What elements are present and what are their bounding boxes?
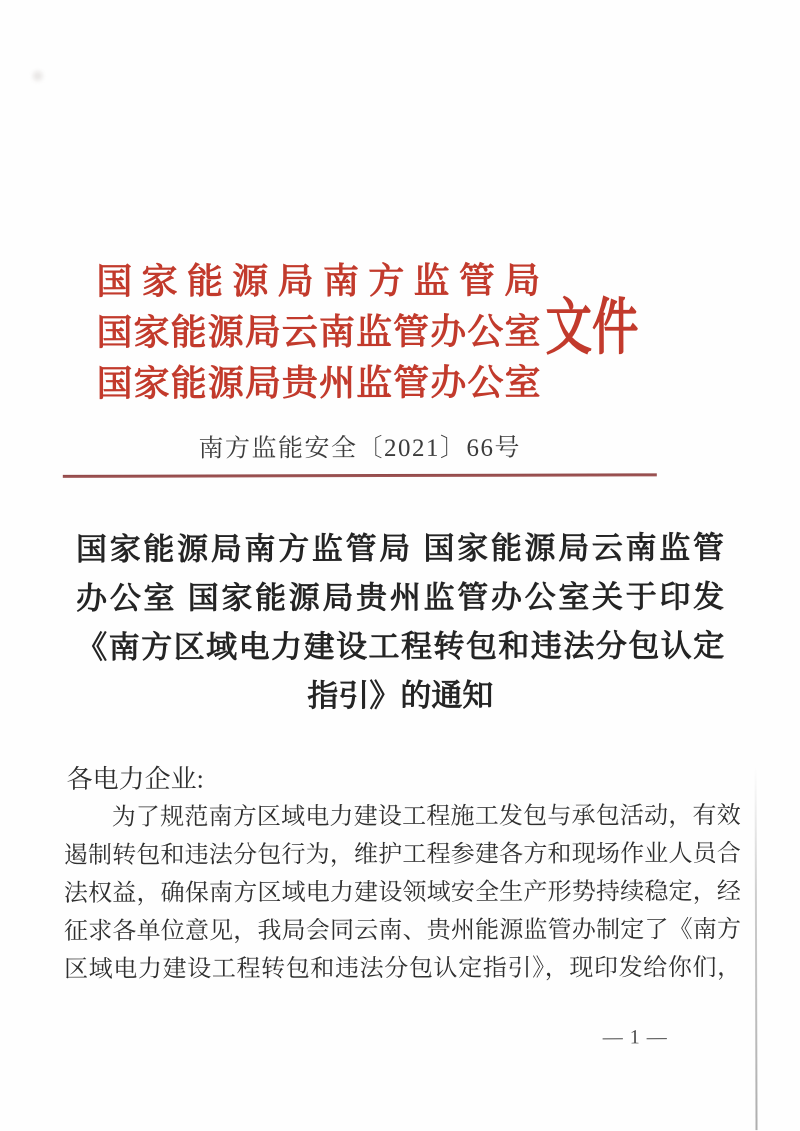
body-paragraph bbox=[64, 797, 741, 989]
scan-smudge bbox=[33, 71, 43, 81]
paragraph-line: 为了规范南方区域电力建设工程施工发包与承包活动，有效 bbox=[111, 803, 741, 831]
paragraph-line: 法权益，确保南方区域电力建设领域安全生产形势持续稳定，经 bbox=[63, 879, 741, 907]
paragraph-line: 区域电力建设工程转包和违法分包认定指引》，现印发给你们， bbox=[64, 955, 742, 983]
letterhead-org-line: 国家能源局云南监管办公室 bbox=[96, 311, 541, 353]
title-line: 国家能源局南方监管局 国家能源局云南监管 bbox=[75, 530, 725, 567]
document-title bbox=[76, 523, 725, 721]
title-line: 指引》的通知 bbox=[307, 677, 494, 714]
page-number: — 1 — bbox=[602, 1026, 668, 1049]
letterhead bbox=[96, 256, 540, 410]
letterhead-doc-label: 文件 bbox=[545, 294, 639, 363]
letterhead-org-line: 国家能源局贵州监管办公室 bbox=[96, 362, 541, 404]
red-divider-line bbox=[63, 473, 657, 477]
document-number: 南方监能安全〔2021〕66号 bbox=[198, 434, 522, 463]
scan-artifact-vertical-line bbox=[755, 767, 758, 1130]
title-line: 办公室 国家能源局贵州监管办公室关于印发 bbox=[76, 579, 725, 616]
title-line: 《南方区域电力建设工程转包和违法分包认定 bbox=[76, 628, 725, 665]
salutation: 各电力企业: bbox=[66, 764, 204, 794]
letterhead-org-line: 国家能源局南方监管局 bbox=[96, 260, 541, 302]
paragraph-line: 遏制转包和违法分包行为，维护工程参建各方和现场作业人员合 bbox=[63, 841, 741, 869]
paragraph-line: 征求各单位意见，我局会同云南、贵州能源监管办制定了《南方 bbox=[63, 917, 742, 945]
